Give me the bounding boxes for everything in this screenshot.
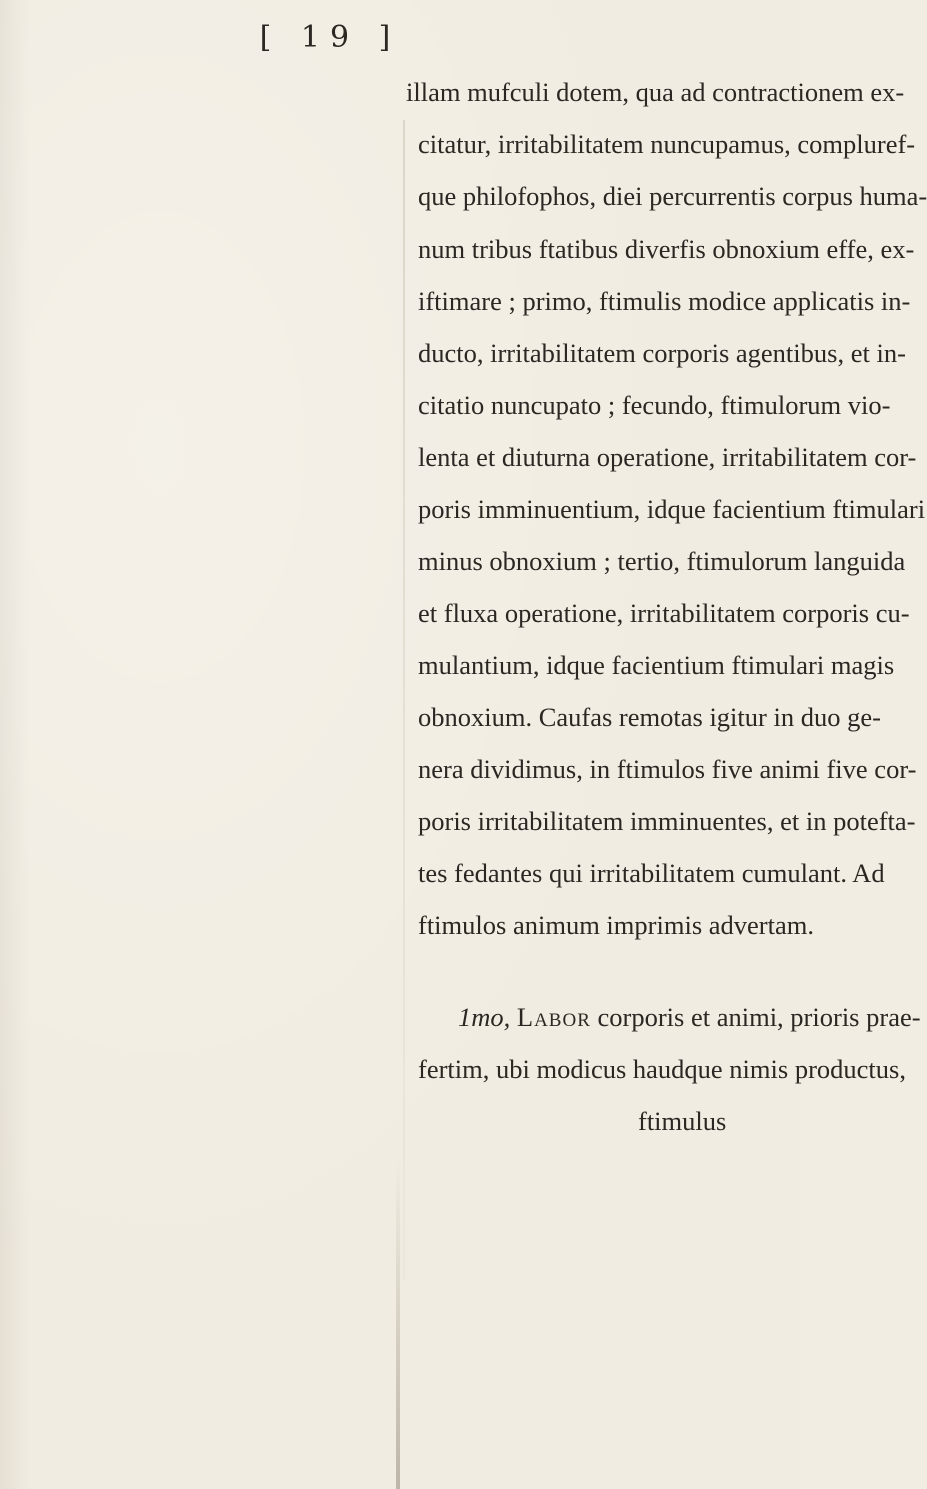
- text-line: poris imminuentium, idque facientium ftimulari: [418, 494, 926, 524]
- text-line: iftimare ; primo, ftimulis modice applicatis in-: [418, 286, 911, 316]
- text-line: obnoxium. Caufas remotas igitur in duo ge-: [418, 702, 881, 732]
- text-line: minus obnoxium ; tertio, ftimulorum languida: [418, 546, 906, 576]
- section-ordinal: 1mo,: [458, 1002, 511, 1032]
- text-line: mulantium, idque facientium ftimulari magis: [418, 650, 895, 680]
- catchword: ftimulus: [638, 1106, 727, 1136]
- text-line: ducto, irritabilitatem corporis agentibus, et in-: [418, 338, 906, 368]
- text-line: citatio nuncupato ; fecundo, ftimulorum vio-: [418, 390, 891, 420]
- text-line: lenta et diuturna operatione, irritabilitatem cor-: [418, 442, 917, 472]
- text-line: num tribus ftatibus diverfis obnoxium effe, ex-: [418, 234, 915, 264]
- binding-stain: [403, 120, 405, 1280]
- text-line: tes fedantes qui irritabilitatem cumulant. Ad: [418, 858, 885, 888]
- page-number: [ 19 ]: [259, 20, 401, 55]
- text-line: et fluxa operatione, irritabilitatem corporis cu-: [418, 598, 910, 628]
- section-line-rest: corporis et animi, prioris prae-: [597, 1002, 921, 1032]
- text-line: poris irritabilitatem imminuentes, et in potefta-: [418, 806, 916, 836]
- text-line: nera dividimus, in ftimulos five animi five cor-: [418, 754, 917, 784]
- text-line: ftimulos animum imprimis advertam.: [418, 910, 814, 940]
- text-line: illam mufculi dotem, qua ad contractionem ex-: [406, 77, 905, 107]
- text-line: que philofophos, diei percurrentis corpus huma-: [418, 181, 927, 211]
- text-line: fertim, ubi modicus haudque nimis productus,: [418, 1054, 906, 1084]
- binding-shadow: [396, 1160, 400, 1489]
- section-heading: Labor: [516, 1002, 591, 1032]
- section-heading-line: [458, 1001, 921, 1033]
- text-line: citatur, irritabilitatem nuncupamus, compluref-: [418, 129, 916, 159]
